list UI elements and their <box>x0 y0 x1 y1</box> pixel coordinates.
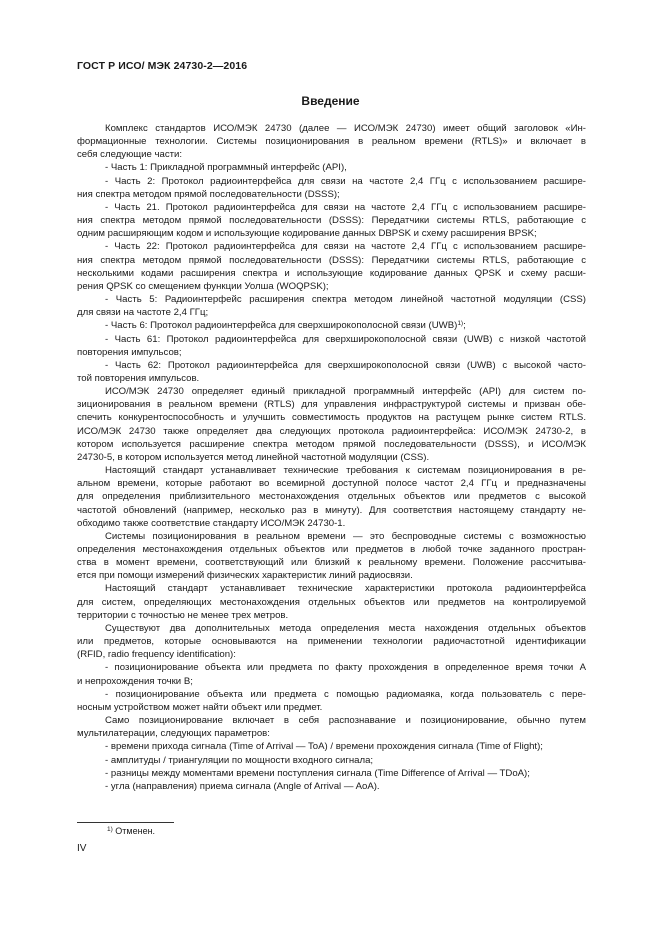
text-line: - амплитуды / триангуляции по мощности входного сигнала; <box>105 754 374 766</box>
body-text <box>77 122 586 793</box>
text-line: - позиционирование объекта или предмета по факту прохождения в определенное время точки А <box>105 662 586 674</box>
text-line: рения QPSK со смещением функции Уолша (WOQPSK); <box>77 280 329 292</box>
text-line: ства в момент времени, соответствующий или близкий к реальному времени. Положение рассчитыва- <box>77 557 586 569</box>
text-line: или предметов, которые основываются на применении технологии радиочастотной идентификации <box>77 636 586 648</box>
text-line: ния спектра методом прямой последовательности (DSSS): Передатчики системы RTLS, работающие с <box>77 215 586 227</box>
text-line: Настоящий стандарт устанавливает технические требования к системам позиционирования в ре- <box>105 465 586 477</box>
text-line: ния спектра методом прямой последовательности (DSSS): Передатчики системы RTLS, работающие с <box>77 254 586 266</box>
text-line: Само позиционирование включает в себя распознавание и позиционирование, обычно путем <box>105 715 586 727</box>
text-line: альном времени, которые работают во всемирной доступной полосе частот 2,4 ГГц и предназначены <box>77 478 586 490</box>
text-line: той повторения импульсов. <box>77 372 200 384</box>
text-line: ИСО/МЭК 24730 определяет единый прикладной программный интерфейс (API) для систем по- <box>105 386 586 398</box>
text-line: повторения импульсов; <box>77 346 182 358</box>
text-line: территории с точностью не менее трех метров. <box>77 609 289 621</box>
text-line: - позиционирование объекта или предмета с помощью радиомаяка, когда пользователь с пере- <box>105 688 586 700</box>
text-line: 24730-5, в котором используется метод линейной частотной модуляции (CSS). <box>77 451 430 463</box>
text-line: частотой обновлений (например, несколько раз в минуту). Для соответствия настоящему стандарту не- <box>77 504 586 516</box>
text-line: мультилатерации, следующих параметров: <box>77 728 270 740</box>
text-line: ИСО/МЭК 24730 также определяет два следующих протокола радиоинтерфейса: ИСО/МЭК 24730-2, в <box>77 425 586 437</box>
section-title: Введение <box>301 94 360 108</box>
text-line: - Часть 1: Прикладной программный интерфейс (API), <box>105 162 347 174</box>
text-line: Настоящий стандарт устанавливает технические характеристики протокола радиоинтерфейса <box>105 583 586 595</box>
document-header: ГОСТ Р ИСО/ МЭК 24730-2—2016 <box>77 60 248 72</box>
text-line: для определения приблизительного местонахождения отдельных объектов или предметов с высокой <box>77 491 586 503</box>
text-line: для систем, определяющих местонахождения отдельных объектов или предметов на контролируемой <box>77 596 586 608</box>
text-line: - Часть 2: Протокол радиоинтерфейса для связи на частоте 2,4 ГГц с использованием расшире- <box>105 175 586 187</box>
page-number: IV <box>77 843 87 854</box>
text-line: (RFID, radio frequency identification): <box>77 649 236 661</box>
text-line: - разницы между моментами времени поступления сигнала (Time Difference of Arrival — TDoA); <box>105 767 530 779</box>
text-line: зиционирования в реальном времени (RTLS) для управления инфраструктурой системы и призван обе- <box>77 399 586 411</box>
text-line: - Часть 61: Протокол радиоинтерфейса для сверхширокополосной связи (UWB) с низкой частотой <box>105 333 586 345</box>
text-line: - Часть 22: Протокол радиоинтерфейса для связи на частоте 2,4 ГГц с использованием расшире- <box>105 241 586 253</box>
text-line: ется при помощи измерений физических характеристик линий радиосвязи. <box>77 570 413 582</box>
text-line: для связи на частоте 2,4 ГГц; <box>77 307 209 319</box>
text-line: - Часть 62: Протокол радиоинтерфейса для сверхширокополосной связи (UWB) с высокой часто- <box>105 359 586 371</box>
footnote-text: Отменен. <box>112 826 156 836</box>
text-line: обходимо также соответствие стандарту ИСО/МЭК 24730-1. <box>77 517 346 529</box>
text-line: спечить конкурентоспособность и улучшить совместимость продуктов на растущем рынке систем RTLS. <box>77 412 586 424</box>
text-line: Системы позиционирования в реальном времени — это беспроводные системы с возможностью <box>105 530 586 542</box>
footnote-divider <box>77 822 174 823</box>
text-line: - Часть 6: Протокол радиоинтерфейса для сверхширокополосной связи (UWB)$^{1)}$; <box>105 320 466 332</box>
text-line: ния спектра методом прямой последовательности (DSSS); <box>77 188 340 200</box>
text-line: Существуют два дополнительных метода определения места нахождения отдельных объектов <box>105 622 586 634</box>
text-line: себя следующие части: <box>77 149 183 161</box>
text-line: котором используется расширение спектра методом прямой последовательности (DSSS), и ИСО/МЭК <box>77 438 586 450</box>
text-line: несколькими кодами расширения спектра и использующие кодирование данных QPSK и схему расши- <box>77 267 586 279</box>
text-line: - угла (направления) приема сигнала (Angle of Arrival — AoA). <box>105 780 380 792</box>
footnote-mark: 1) <box>107 826 113 833</box>
text-line: формационные технологии. Системы позиционирования в реальном времени (RTLS)» и включает в <box>77 136 586 148</box>
footnote <box>107 825 155 837</box>
text-line: определения местонахождения отдельных объектов или предметов в любой точке заданного простран- <box>77 544 586 555</box>
text-line: - Часть 5: Радиоинтерфейс расширения спектра методом линейной частотной модуляции (CSS) <box>105 294 586 306</box>
text-line: Комплекс стандартов ИСО/МЭК 24730 (далее — ИСО/МЭК 24730) имеет общий заголовок «Ин- <box>105 123 586 134</box>
text-line: - времени прихода сигнала (Time of Arrival — ToA) / времени прохождения сигнала (Time of Flight); <box>105 741 543 753</box>
text-line: носным устройством может найти объект или предмет. <box>77 701 323 713</box>
text-line: - Часть 21. Протокол радиоинтерфейса для связи на частоте 2,4 ГГц с использованием расшире- <box>105 201 586 213</box>
text-line: и непрохождения точки В; <box>77 675 193 687</box>
text-line: одним расширяющим кодом и использующие кодирование данных DBPSK и схему расширения BPSK; <box>77 228 537 240</box>
